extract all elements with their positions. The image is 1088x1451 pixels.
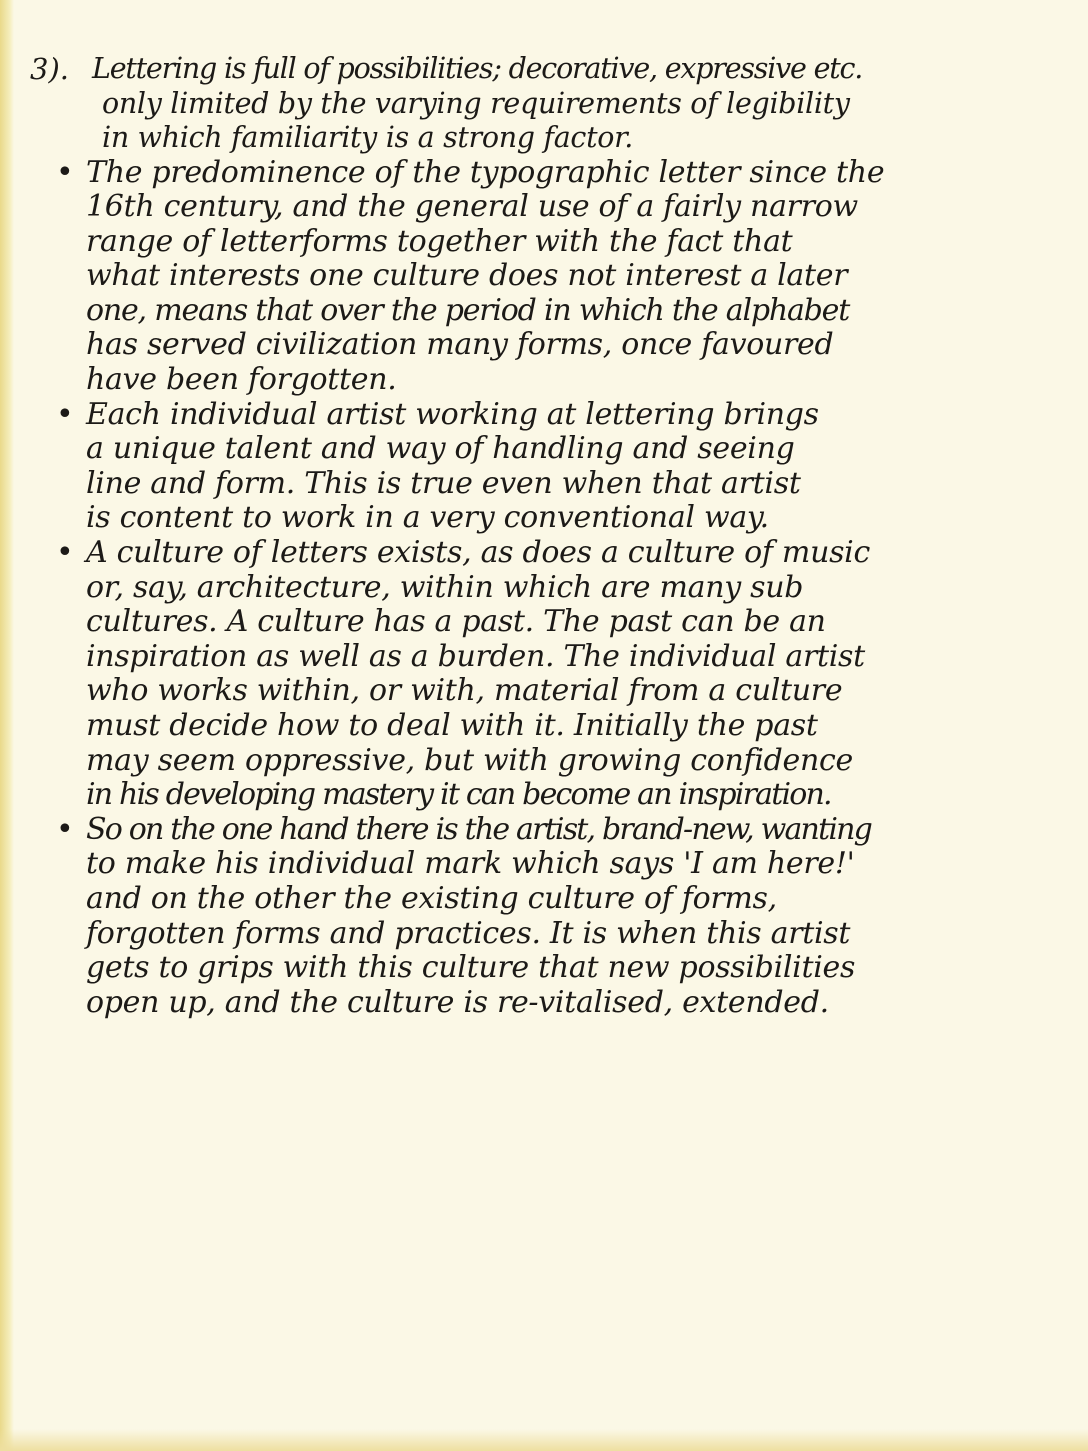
text-line: has served civilization many forms, once favoured [86,327,834,363]
text-line: So on the one hand there is the artist, brand-new, wanting [86,811,872,847]
point-3-lettering-possibilities [30,52,1070,156]
bullet-icon: • [56,396,74,432]
text-line: and on the other the existing culture of forms, [86,880,777,916]
bullet-typographic-predominence [30,156,1070,398]
bullet-icon: • [56,535,74,571]
text-line: one, means that over the period in which the alphabet [86,292,850,328]
bullet-artist-and-culture [30,813,1070,1021]
bullet-culture-of-letters [30,536,1070,813]
text-line: open up, and the culture is re-vitalised, extended. [86,984,829,1020]
text-line: what interests one culture does not interest a later [86,258,848,294]
text-line: only limited by the varying requirements of legibility [102,86,850,120]
text-line: A culture of letters exists, as does a culture of music [86,535,870,571]
text-line: line and form. This is true even when that artist [86,465,801,501]
text-line: range of letterforms together with the fact that [86,223,793,259]
handwritten-notes [30,52,1070,1020]
text-line: forgotten forms and practices. It is when this artist [86,915,851,951]
bullet-icon: • [56,811,74,847]
text-line: have been forgotten. [86,362,397,398]
text-line: gets to grips with this culture that new possibilities [86,950,856,986]
point-number: 3). [30,52,69,86]
text-line: The predominence of the typographic letter since the [86,154,885,190]
text-line: in which familiarity is a strong factor. [102,121,634,154]
text-line: to make his individual mark which says 'I am here!' [86,846,855,882]
text-line: is content to work in a very conventional way. [86,500,769,536]
text-line: Each individual artist working at lettering brings [86,396,819,432]
text-line: cultures. A culture has a past. The past can be an [86,604,826,640]
text-line: or, say, architecture, within which are many sub [86,569,804,605]
text-line: inspiration as well as a burden. The individual artist [86,638,865,674]
text-line: who works within, or with, material from a culture [86,673,843,709]
text-line: in his developing mastery it can become an inspiration. [86,777,831,813]
text-line: may seem oppressive, but with growing confidence [86,742,853,778]
text-line: must decide how to deal with it. Initially the past [86,708,818,743]
text-line: Lettering is full of possibilities; decorative, expressive etc. [92,52,863,85]
text-line: a unique talent and way of handling and seeing [86,431,795,467]
bullet-individual-artist [30,398,1070,536]
text-line: 16th century, and the general use of a fairly narrow [86,189,858,225]
bullet-icon: • [56,154,74,190]
